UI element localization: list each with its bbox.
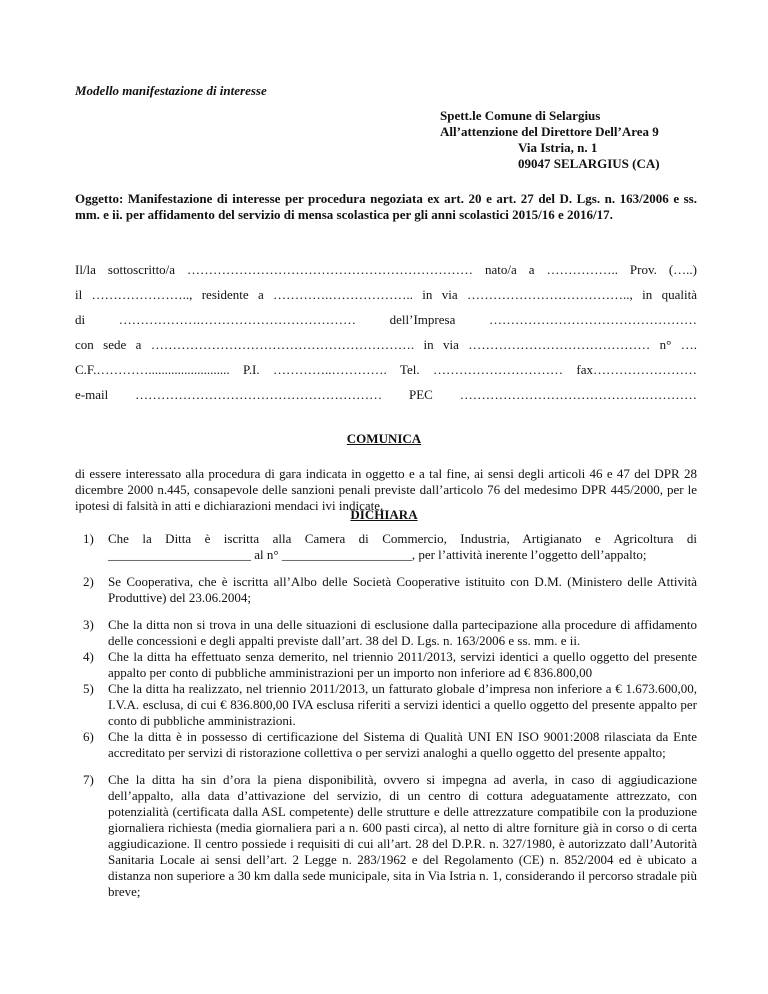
declaration-text: Che la ditta ha effettuato senza demerito, nel triennio 2011/2013, servizi identici a quello oggetto del presente appalto per conto di pubbliche amministrazioni per un importo non inferiore ad € 836.800,00 xyxy=(108,649,697,680)
comunica-paragraph: di essere interessato alla procedura di gara indicata in oggetto e a tal fine, ai sensi degli articoli 46 e 47 del DPR 28 dicembre 2000 n.445, consapevole delle sanzioni penali previste dall’articolo 76 del medesimo DPR 445/2000, per le ipotesi di falsità in atti e dichiarazioni mendaci ivi indicate, xyxy=(75,466,697,513)
declaration-number: 3) xyxy=(83,617,94,632)
declaration-item xyxy=(75,617,697,649)
subject-paragraph: Oggetto: Manifestazione di interesse per procedura negoziata ex art. 20 e art. 27 del D. Lgs. n. 163/2006 e ss. mm. e ii. per affidamento del servizio di mensa scolastica per gli anni scolastici 2015/16 e 2016/17. xyxy=(75,191,697,222)
recipient-address xyxy=(440,108,660,172)
declaration-item xyxy=(75,729,697,761)
declaration-text: Che la Ditta è iscritta alla Camera di Commercio, Industria, Artigianato e Agricoltura di ______________________ al n° ____________________, per l’attività inerente l’oggetto dell’appalto; xyxy=(108,531,697,562)
declaration-text: Se Cooperativa, che è iscritta all’Albo delle Società Cooperative istituito con D.M. (Ministero delle Attività Produttive) del 23.06.2004; xyxy=(108,574,697,605)
declaration-text: Che la ditta ha sin d’ora la piena disponibilità, ovvero si impegna ad averla, in caso di aggiudicazione dell’appalto, alla data d’attivazione del servizio, di un centro di cottura adeguatamente attrezzato, con potenzialità (certificata dalla ASL competente) delle strutture e delle attrezzature compatibile con la produzione giornaliera richiesta (media giornaliera pari a n. 600 pasti circa), al netto di altre forniture già in corso o di certa aggiudicazione. Il centro possiede i requisiti di cui all’art. 28 del D.P.R. n. 327/1980, è autorizzato dall’Autorità Sanitaria Locale ai sensi dell’art. 2 Legge n. 283/1962 e del Regolamento (CE) n. 852/2004 ed è ubicato a distanza non superiore a 30 km dalla sede municipale, sita in Via Istria n. 1, considerando il percorso stradale più breve; xyxy=(108,772,697,899)
declaration-text: Che la ditta non si trova in una delle situazioni di esclusione dalla partecipazione alla procedure di affidamento delle concessioni e degli appalti previste dall’art. 38 del D. Lgs. n. 163/2006 e ss. mm. e ii. xyxy=(108,617,697,648)
field-line-role: di ……………….……………………………… dell’Impresa ………………………………………… xyxy=(75,312,697,327)
declaration-number: 4) xyxy=(83,649,94,664)
declaration-number: 5) xyxy=(83,681,94,696)
declaration-item xyxy=(75,649,697,681)
declaration-text: Che la ditta è in possesso di certificazione del Sistema di Qualità UNI EN ISO 9001:2008 rilasciata da Ente accreditato per servizi di ristorazione collettiva o per servizi analoghi a quello oggetto del presente appalto; xyxy=(108,729,697,760)
field-line-email: e-mail ………………………………………………… PEC …………………………………….………… xyxy=(75,387,697,402)
recipient-line: 09047 SELARGIUS (CA) xyxy=(518,156,660,171)
field-line-name: Il/la sottoscritto/a ………………………………………………………… nato/a a …………….. Prov. (…..) xyxy=(75,262,697,277)
declaration-number: 1) xyxy=(83,531,94,546)
model-title: Modello manifestazione di interesse xyxy=(75,83,267,98)
declaration-item xyxy=(75,574,697,606)
recipient-line: Spett.le Comune di Selargius xyxy=(440,108,601,123)
declaration-text: Che la ditta ha realizzato, nel triennio 2011/2013, un fatturato globale d’impresa non inferiore a € 1.673.600,00, I.V.A. esclusa, di cui € 836.800,00 IVA esclusa riferiti a servizi identici a quello oggetto del presente appalto per conto di pubbliche amministrazioni. xyxy=(108,681,697,728)
declaration-item xyxy=(75,531,697,563)
declarant-fields xyxy=(75,262,697,412)
recipient-line: Via Istria, n. 1 xyxy=(518,140,598,155)
declaration-list xyxy=(75,531,697,900)
field-line-tax: C.F.…………......................... P.I. …………..…………. Tel. ………………………… fax…………………… xyxy=(75,362,697,377)
declaration-item xyxy=(75,772,697,900)
recipient-line: All’attenzione del Direttore Dell’Area 9 xyxy=(440,124,659,139)
field-line-seat: con sede a ……………………………………………………. in via …………………………………… n° …. xyxy=(75,337,697,352)
declaration-number: 7) xyxy=(83,772,94,787)
comunica-heading: COMUNICA xyxy=(346,431,422,446)
declaration-number: 6) xyxy=(83,729,94,744)
field-line-residence: il ………………….., residente a ………….……………….. in via ……………………………….., in qualità xyxy=(75,287,697,302)
declaration-number: 2) xyxy=(83,574,94,589)
declaration-item xyxy=(75,681,697,729)
dichiara-heading: DICHIARA xyxy=(350,507,418,522)
